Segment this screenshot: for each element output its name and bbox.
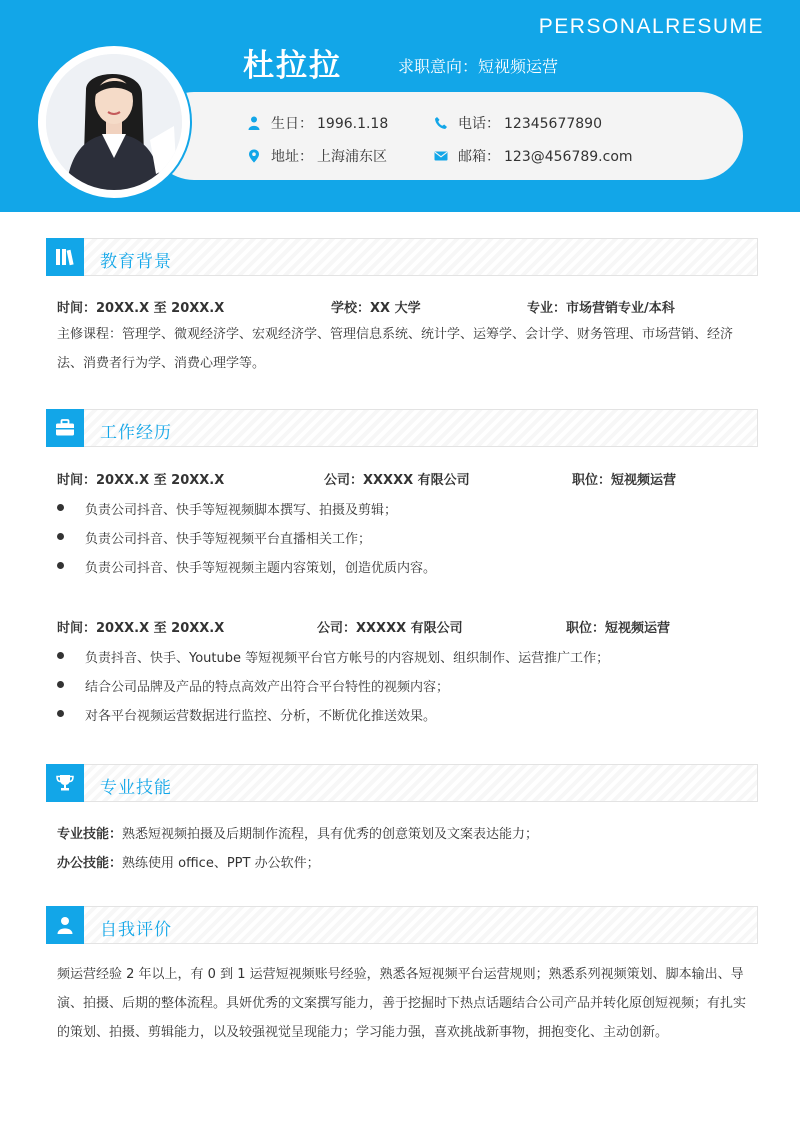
avatar	[46, 54, 182, 190]
skills-icon-box	[46, 764, 84, 802]
work-icon-box	[46, 409, 84, 447]
address-info	[247, 146, 387, 166]
address-value: 上海浦东区	[317, 149, 387, 165]
education-icon-box	[46, 238, 84, 276]
skill-pro-text: 熟悉短视频拍摄及后期制作流程，具有优秀的创意策划及文案表达能力；	[122, 827, 539, 842]
phone-icon	[434, 116, 448, 130]
self-evaluation-text: 频运营经验 2 年以上，有 0 到 1 运营短视频账号经验，熟悉各短视频平台运营规则；熟悉系列视频策划、脚本输出、导演、拍摄、后期的整体流程。具妍优秀的文案撰写能力，善于挖掘时下热点话题结合公司产品并转化原创短视频；有扎实的策划、拍摄、剪辑能力，以及较强视觉呈现能力；学习能力强，喜欢挑战新事物，拥抱变化、主动创新。	[57, 967, 747, 1040]
phone-value: 12345677890	[504, 116, 602, 132]
education-section-header	[46, 238, 758, 276]
job-2-position: 职位：短视频运营	[566, 621, 671, 636]
bullet-dot	[57, 710, 64, 717]
self-section-header	[46, 906, 758, 944]
bullet-dot	[57, 504, 64, 511]
education-courses: 主修课程：管理学、微观经济学、宏观经济学、管理信息系统、统计学、运筹学、会计学、财务管理、市场营销、经济法、消费者行为学、消费心理学等。	[57, 327, 734, 371]
briefcase-icon	[55, 418, 75, 438]
self-icon-box	[46, 906, 84, 944]
birthday-info	[247, 113, 388, 133]
mail-icon	[434, 149, 448, 163]
birthday-label: 生日：	[271, 116, 313, 132]
email-info	[434, 146, 633, 166]
skill-office-label: 办公技能：	[57, 856, 123, 871]
skills-title: 专业技能	[100, 778, 172, 798]
self-title: 自我评价	[100, 920, 172, 940]
job-1-company: 公司：XXXXX 有限公司	[324, 473, 470, 488]
skills-section-header	[46, 764, 758, 802]
skill-office-text: 熟练使用 office、PPT 办公软件；	[122, 856, 320, 871]
work-section-header	[46, 409, 758, 447]
email-label: 邮箱：	[458, 149, 500, 165]
bullet-dot	[57, 681, 64, 688]
skill-pro	[57, 823, 538, 842]
bullet-dot	[57, 562, 64, 569]
location-icon	[247, 149, 261, 163]
candidate-name: 杜拉拉	[243, 48, 342, 84]
education-time: 时间：20XX.X 至 20XX.X	[57, 301, 225, 316]
bullet-dot	[57, 652, 64, 659]
phone-info	[434, 113, 602, 133]
bullet-dot	[57, 533, 64, 540]
skill-office	[57, 852, 320, 871]
job-1-position: 职位：短视频运营	[572, 473, 677, 488]
education-title: 教育背景	[100, 252, 172, 272]
education-school: 学校：XX 大学	[331, 301, 421, 316]
birthday-value: 1996.1.18	[317, 116, 389, 132]
contact-info-panel	[150, 92, 743, 180]
user-icon	[55, 915, 75, 935]
job-2-time: 时间：20XX.X 至 20XX.X	[57, 621, 225, 636]
portrait-photo	[46, 54, 182, 190]
job-1-time: 时间：20XX.X 至 20XX.X	[57, 473, 225, 488]
job-2-company: 公司：XXXXX 有限公司	[317, 621, 463, 636]
person-icon	[247, 116, 261, 130]
brand-title: PERSONALRESUME	[538, 15, 764, 38]
trophy-icon	[55, 773, 75, 793]
email-value: 123@456789.com	[504, 149, 633, 165]
phone-label: 电话：	[458, 116, 500, 132]
address-label: 地址：	[271, 149, 313, 165]
work-title: 工作经历	[100, 423, 172, 443]
skill-pro-label: 专业技能：	[57, 827, 123, 842]
education-major: 专业：市场营销专业/本科	[527, 301, 675, 316]
books-icon	[55, 247, 75, 267]
job-intent: 求职意向：短视频运营	[398, 57, 559, 76]
